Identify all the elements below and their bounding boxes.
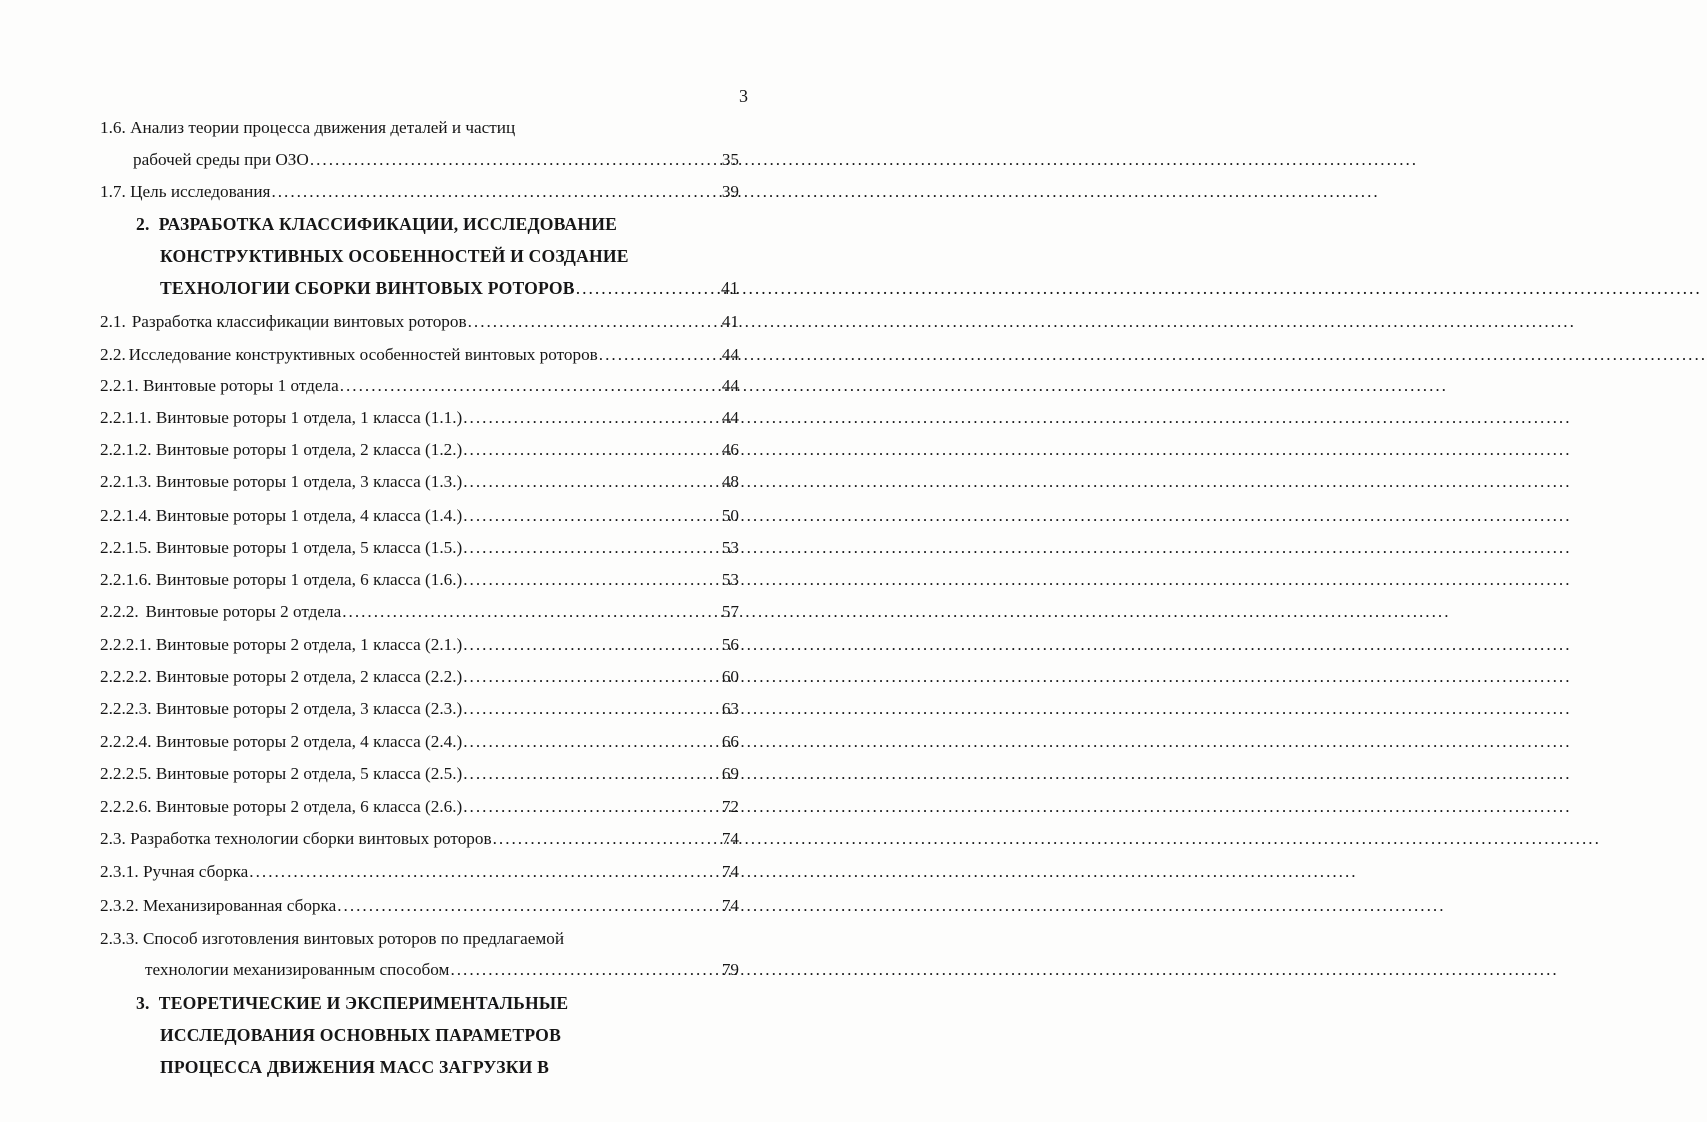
toc-entry-1-6-cont bbox=[133, 148, 739, 172]
toc-entry-2-2-2-4 bbox=[100, 730, 739, 754]
toc-entry-text: 2.2.1.4. Винтовые роторы 1 отдела, 4 класса (1.4.) bbox=[100, 506, 463, 525]
toc-entry-text: 2.2.2.1. Винтовые роторы 2 отдела, 1 класса (2.1.) bbox=[100, 635, 463, 654]
dot-leader bbox=[493, 827, 721, 851]
dot-leader bbox=[576, 276, 720, 300]
toc-page-number: 53 bbox=[721, 570, 739, 589]
toc-page-number: 39 bbox=[721, 182, 739, 201]
toc-entry-2-2-1-5 bbox=[100, 536, 739, 560]
toc-entry-2-2-1-4 bbox=[100, 504, 739, 528]
toc-entry-1-7 bbox=[100, 180, 739, 204]
toc-entry-2-2-1 bbox=[100, 374, 739, 398]
dot-leader bbox=[463, 536, 721, 560]
toc-entry-text: 2.2.2.6. Винтовые роторы 2 отдела, 6 класса (2.6.) bbox=[100, 797, 463, 816]
toc-entry-2-3 bbox=[100, 827, 739, 851]
toc-page-number: 35 bbox=[721, 150, 739, 169]
toc-page-number: 41 bbox=[721, 312, 739, 331]
chapter-heading-text: 2. РАЗРАБОТКА КЛАССИФИКАЦИИ, ИССЛЕДОВАНИЕ bbox=[136, 214, 618, 234]
dot-leader bbox=[463, 438, 721, 462]
toc-entry-2-2 bbox=[100, 343, 739, 367]
toc-page-number: 44 bbox=[721, 408, 739, 427]
chapter-3-heading-line-1 bbox=[136, 991, 739, 1015]
toc-page-number: 69 bbox=[721, 764, 739, 783]
toc-page-number: 41 bbox=[721, 278, 739, 298]
toc-page-number: 44 bbox=[721, 376, 739, 395]
toc-page-number: 44 bbox=[721, 345, 739, 364]
toc-entry-text: технологии механизированным способом bbox=[145, 960, 450, 979]
toc-entry-text: 2.3.1. Ручная сборка bbox=[100, 862, 249, 881]
toc-entry-2-2-1-2 bbox=[100, 438, 739, 462]
toc-page-number: 53 bbox=[721, 538, 739, 557]
dot-leader bbox=[337, 894, 721, 918]
dot-leader bbox=[463, 568, 721, 592]
chapter-heading-text: ТЕХНОЛОГИИ СБОРКИ ВИНТОВЫХ РОТОРОВ bbox=[160, 278, 575, 298]
dot-leader bbox=[271, 180, 720, 204]
chapter-2-heading-line-3 bbox=[160, 276, 739, 300]
dot-leader bbox=[463, 762, 721, 786]
toc-entry-text: 2.2.2.5. Винтовые роторы 2 отдела, 5 класса (2.5.) bbox=[100, 764, 463, 783]
toc-entry-text: 2.3.3. Способ изготовления винтовых роторов по предлагаемой bbox=[100, 929, 565, 948]
dot-leader bbox=[310, 148, 721, 172]
toc-page-number: 74 bbox=[721, 896, 739, 915]
toc-entry-2-3-1 bbox=[100, 860, 739, 884]
toc-entry-text: 2.2.1.2. Винтовые роторы 1 отдела, 2 класса (1.2.) bbox=[100, 440, 463, 459]
toc-entry-2-2-1-6 bbox=[100, 568, 739, 592]
toc-page-number: 79 bbox=[721, 960, 739, 979]
toc-entry-number: 2.2.2. bbox=[100, 602, 139, 621]
toc-entry-2-2-2-3 bbox=[100, 697, 739, 721]
toc-entry-text: 2.2.2.4. Винтовые роторы 2 отдела, 4 класса (2.4.) bbox=[100, 732, 463, 751]
toc-entry-text: Винтовые роторы 2 отдела bbox=[145, 602, 342, 621]
dot-leader bbox=[463, 795, 721, 819]
toc-entry-text: 2.3.2. Механизированная сборка bbox=[100, 896, 337, 915]
toc-entry-2-2-2-6 bbox=[100, 795, 739, 819]
dot-leader bbox=[463, 470, 721, 494]
page-number: 3 bbox=[739, 86, 748, 106]
toc-entry-text: рабочей среды при ОЗО bbox=[133, 150, 309, 169]
toc-entry-2-2-2-5 bbox=[100, 762, 739, 786]
toc-page-number: 74 bbox=[721, 829, 739, 848]
dot-leader bbox=[249, 860, 721, 884]
toc-entry-text: 2.2.1.5. Винтовые роторы 1 отдела, 5 класса (1.5.) bbox=[100, 538, 463, 557]
chapter-2-heading-line-1 bbox=[136, 212, 739, 236]
toc-page-number: 50 bbox=[721, 506, 739, 525]
toc-page-number: 48 bbox=[721, 472, 739, 491]
dot-leader bbox=[463, 697, 721, 721]
toc-entry-number: 2.2. bbox=[100, 345, 126, 364]
toc-entry-text: 2.2.1.1. Винтовые роторы 1 отдела, 1 класса (1.1.) bbox=[100, 408, 463, 427]
toc-entry-text: 2.2.1. Винтовые роторы 1 отдела bbox=[100, 376, 339, 395]
toc-entry-2-2-2-1 bbox=[100, 633, 739, 657]
dot-leader bbox=[463, 665, 721, 689]
dot-leader bbox=[340, 374, 721, 398]
toc-entry-text: 1.6. Анализ теории процесса движения деталей и частиц bbox=[100, 118, 516, 137]
toc-entry-1-6 bbox=[100, 116, 739, 140]
dot-leader bbox=[463, 633, 721, 657]
dot-leader bbox=[468, 310, 721, 334]
toc-page-number: 72 bbox=[721, 797, 739, 816]
toc-entry-2-2-2-2 bbox=[100, 665, 739, 689]
toc-entry-text: 2.2.1.6. Винтовые роторы 1 отдела, 6 класса (1.6.) bbox=[100, 570, 463, 589]
dot-leader bbox=[450, 958, 720, 982]
dot-leader bbox=[463, 730, 721, 754]
toc-page-number: 60 bbox=[721, 667, 739, 686]
dot-leader bbox=[342, 600, 721, 624]
chapter-heading-text: КОНСТРУКТИВНЫХ ОСОБЕННОСТЕЙ И СОЗДАНИЕ bbox=[160, 246, 629, 266]
toc-page-number: 57 bbox=[721, 602, 739, 621]
dot-leader bbox=[599, 343, 721, 367]
toc-page-number: 63 bbox=[721, 699, 739, 718]
dot-leader bbox=[463, 406, 721, 430]
toc-page-number: 56 bbox=[721, 635, 739, 654]
toc-entry-2-3-3-cont bbox=[145, 958, 739, 982]
toc-page-number: 74 bbox=[721, 862, 739, 881]
toc-entry-2-3-3 bbox=[100, 927, 739, 951]
toc-entry-text: 1.7. Цель исследования bbox=[100, 182, 271, 201]
table-of-contents bbox=[0, 0, 793, 1122]
toc-entry-text: 2.2.2.2. Винтовые роторы 2 отдела, 2 класса (2.2.) bbox=[100, 667, 463, 686]
toc-entry-2-2-1-3 bbox=[100, 470, 739, 494]
chapter-3-heading-line-3 bbox=[160, 1055, 739, 1079]
toc-entry-number: 2.1. bbox=[100, 312, 126, 331]
toc-page-number: 66 bbox=[721, 732, 739, 751]
toc-entry-text: Исследование конструктивных особенностей винтовых роторов bbox=[128, 345, 598, 364]
toc-entry-2-2-1-1 bbox=[100, 406, 739, 430]
toc-entry-2-3-2 bbox=[100, 894, 739, 918]
chapter-3-heading-line-2 bbox=[160, 1023, 739, 1047]
chapter-heading-text: ИССЛЕДОВАНИЯ ОСНОВНЫХ ПАРАМЕТРОВ bbox=[160, 1025, 562, 1045]
toc-entry-2-2-2 bbox=[100, 600, 739, 624]
toc-page-number: 46 bbox=[721, 440, 739, 459]
chapter-2-heading-line-2 bbox=[160, 244, 739, 268]
toc-entry-text: Разработка классификации винтовых роторов bbox=[131, 312, 467, 331]
chapter-heading-text: ПРОЦЕССА ДВИЖЕНИЯ МАСС ЗАГРУЗКИ В bbox=[160, 1057, 550, 1077]
toc-entry-text: 2.2.1.3. Винтовые роторы 1 отдела, 3 класса (1.3.) bbox=[100, 472, 463, 491]
chapter-heading-text: 3. ТЕОРЕТИЧЕСКИЕ И ЭКСПЕРИМЕНТАЛЬНЫЕ bbox=[136, 993, 569, 1013]
toc-entry-2-1 bbox=[100, 310, 739, 334]
toc-entry-text: 2.2.2.3. Винтовые роторы 2 отдела, 3 класса (2.3.) bbox=[100, 699, 463, 718]
dot-leader bbox=[463, 504, 721, 528]
toc-entry-text: 2.3. Разработка технологии сборки винтовых роторов bbox=[100, 829, 492, 848]
